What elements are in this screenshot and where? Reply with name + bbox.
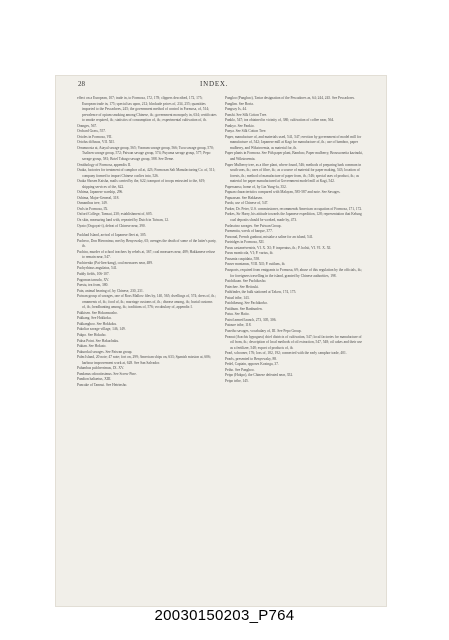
index-entry: Oshima, Major-General, 318.: [77, 195, 120, 200]
index-entry: Papuassan. See Hakkasen.: [225, 195, 263, 200]
page-number: 28: [78, 80, 85, 88]
index-entry: Parkes, Sir Harry, his attitude towards the Japanese expedition, 128; representation that Kelung coal deposits should be worked, made by, 473.: [225, 212, 362, 223]
index-entry: Pandion haliaetus, XIII.: [77, 377, 112, 382]
index-entry: Pagoman tarrudo, XV.: [77, 277, 110, 282]
index-entry: Papuan characteristics compared with Malayan, 585-587 and note. See Savages.: [225, 190, 341, 195]
index-entry: Passania cuspidata, 558.: [225, 256, 260, 261]
index-entry: Oyato (Oogoyat-i), defeat of Chinese near, 390.: [77, 223, 146, 228]
index-entry: effect on a European, 107; trade in, to Formosa, 172, 178; clippers described, 172, 175; European trade in, 175; special tax upon, 212; blockade prices of, 234, 255; quantities imported to the Pescadores, 245; the government method of control in Formosa, of, 514; prevalence of opium smoking among Chinese, ib.; government monopoly in, 634; certificates to smoke required, ib.; statistics of consumption of, ib.; experimental cultivation of, ib.: [77, 96, 217, 123]
index-entry: Panya. See Silk Cotton Tree.: [225, 129, 267, 134]
index-entry: Oranges, 567.: [77, 123, 98, 128]
index-entry: Palumbus pulcherrimus, IX. XV.: [77, 366, 125, 371]
index-entry: Partridges in Formosa, XII.: [225, 240, 265, 245]
index-entry: Patchikeung. See Pachikorko.: [225, 301, 268, 306]
index-entry: Oriolus diffusus, VII. XII.: [77, 140, 115, 145]
index-entry: Paper plants in Formosa. See Pith paper plant, Bamboo, Paper mulberry, Broussonetia kazinoki, and Wikstroemia.: [225, 151, 364, 162]
index-entry: Paddy fields, 106-107.: [77, 271, 110, 276]
index-entry: Paestu, tea from, 380.: [77, 283, 109, 288]
index-entry: Palm Island, 20 note; 47 note; fort on, 299; American ships on, 633; Spanish mission at, 606; harbour improvement work at, 628. See San Salvador.: [77, 355, 211, 365]
index-entry: Parus castaneiventris, VI. X. XI; P. insperatus, ib.; P. holsti, VI. VI. X. XI.: [225, 245, 332, 250]
index-entry: Peipo (Hokpo), the Chinese defeated near, 352.: [225, 373, 294, 378]
index-entry: Pakkanghoo. See Hokkoku.: [77, 321, 117, 326]
index-entry: Paper, manufacture of, and materials used, 541, 547; erection by government of model mill for manufacture of, 542; Japanese mill at Kagi for manufacture of, ib.; use of bamboo, paper mulberry, and Wikstroemia, as material for, ib.: [225, 134, 362, 150]
index-entry: Ornithology of Formosa, appendix II.: [77, 162, 132, 167]
index-entry: Owls in Formosa, IX.: [77, 206, 109, 211]
index-entry: Pearls, presented to Benyowsky, 88.: [225, 356, 277, 361]
index-entry: Oshima, Japanese warship, 296.: [77, 190, 124, 195]
index-entry: Panshi. See Silk Cotton Tree.: [225, 112, 268, 117]
index-entry: Peipo tribe, 145.: [225, 378, 249, 383]
index-entry: Peanut (Arachis hypogaea) chief districts of cultivation, 547; local factories for manufacture of oil from, ib.; description of local methods of oil extraction, 547, 548; oil cakes and their use as a fertilizer, 548; export of products of, ib.: [225, 334, 362, 350]
index-entry: Pakoliar savage village, 146, 149.: [77, 327, 126, 332]
index-entry: Pangloo (Panghoo), Tartar designation of the Pescadores as, 64; 244, 245. See Pescadores.: [225, 96, 355, 100]
index-entry: Pandanus odoratissimus. See Screw Pine.: [77, 371, 137, 376]
index-entry: Paktan. See Hokuto.: [77, 344, 107, 349]
index-entry: Paksa Point. See Hakuchaku.: [77, 338, 120, 343]
index-entry: Passer montanus, VIII. XII; P. rutilans, ib.: [225, 262, 286, 267]
index-entry: Pardo, use of Chinese of, 547.: [225, 201, 269, 206]
index-entry: Pazeiho savages, vocabulary of, III. See Pepo Group.: [225, 328, 302, 333]
index-entry: Patchikoan. See Pachikosho.: [225, 279, 267, 284]
index-entry: Pathfinder, the bulk stationed at Takow, 174, 175.: [225, 290, 297, 295]
index-entry: Pakkang. See Hokkoku.: [77, 316, 112, 321]
index-entry: Pacheco, Don Hieronimo, met by Benyowsky, 65; avenges the death of some of the latter's party, ib.: [77, 238, 217, 249]
image-caption: 20030150203_P764: [154, 607, 295, 624]
index-entry: Patoal tribe, 143.: [225, 295, 250, 300]
index-entry: Peiho. See Panghoo.: [225, 367, 255, 372]
index-entry: Panglim. See Boria.: [225, 101, 254, 106]
index-entry: Pangsoy Is, 44.: [225, 107, 247, 112]
index-entry: Patoure tribe, 118.: [225, 323, 252, 328]
index-entry: Osmanthus tree, 149.: [77, 201, 108, 206]
index-entry: Paiwan group of savages, one of Ross Mallow files by, 140, 565; dwellings of, 574; dress of, ib.; ornaments of, ib.; food of, ib.; marriage customs of, ib.; disease among, ib.; burial customs of, ib.; headhunting among, ib.; traditions of, 576; vocabulary of, appendix I.: [77, 294, 217, 310]
index-entry: Patsu. See Haito.: [225, 312, 250, 317]
index-entry: Parsonal, French gunboat, mistake a saline for an island, 541.: [225, 234, 314, 239]
index-entry: Panklo, 547; tea obtained in vicinity of, 380; cultivation of coffee near, 564.: [225, 118, 335, 123]
index-entry: Pearl, schooner, 176; loss of, 182, 192; connected with the early camphor trade, 401.: [225, 351, 347, 356]
index-entry: Parmentia, wreck of barque, 377.: [225, 229, 273, 234]
index-entry: Pakurokal savages. See Paiwan group.: [77, 349, 133, 354]
index-entry: Ox skin, measuring land with, repeated by Dutch in Taiwan, 12.: [77, 218, 169, 223]
index-entry: Pankyo. See Pankio.: [225, 123, 255, 128]
index-column-left: [77, 96, 217, 388]
index-entry: Pachirenko (Pai-lien-kang), coal measures near, 489.: [77, 260, 153, 265]
index-entry: Packhad Island, arrival of Japanese fleet at, 305.: [77, 233, 147, 238]
index-entry: Pattihum. See Banbunfen.: [225, 306, 263, 311]
index-entry: Pedel, Captain, opposes Koxinga, 37.: [225, 362, 279, 367]
index-entry: Osaka Shosen Kaisha, mails carried by the, 622; transport of troops entrusted to the, 619; shipping services of the, 622.: [77, 179, 206, 189]
index-entry: Parus monticola, VI; P. varius, ib.: [225, 251, 274, 256]
index-entry: Pakpo. See Hokuho.: [77, 332, 107, 337]
index-entry: Patechee. See Heitcuki.: [225, 284, 259, 289]
index-entry: Passports, required from emigrants to Formosa, 69; abuse of this regulation by the officials, ib.; for foreigners travelling in the island, granted by Chinese authorities, 198.: [225, 267, 363, 278]
index-entry: Pancake of Tamsui. See Heirinsho.: [77, 382, 128, 387]
index-entry: Patrol armed launch, 273, 305, 306.: [225, 317, 277, 322]
index-entry: Orramoosta at, Atayal savage group, 565; Voonum savage group, 566; Tsou savage group, 570; Tsalisen savage group, 572; Paiwan savage group, 574; Puyuma savage group, 577; Pepo savage group, 581; Botel Tobago savage group, 588. See Deme.: [77, 145, 214, 162]
index-entry: Pachyrhizus angulatus, 541.: [77, 266, 118, 271]
index-column-right: [225, 96, 365, 384]
index-entry: Pachira, murder of school teachers by rebels at, 367; coal measures near, 489; Hakkanese refuse to remain near, 547.: [77, 249, 216, 260]
index-entry: Osaka, factories for treatment of camphor oil at, 423; Formosan Salt Manufacturing Co. of, 511; company formed to import Chinese coolies into, 526.: [77, 168, 216, 178]
index-entry: Paper Mulberry tree, as a fibre plant, where found, 546; methods of preparing bark common in south seas, ib.; uses of fibre, ib.; as a source of material for paper making, 543; location of forests, ib.; method of manufacture of paper from, ib.; 546; special uses of product, ib.; as material for paper manufactured at Government model mill at Kagi, 542.: [225, 162, 362, 184]
running-header: INDEX.: [200, 80, 229, 88]
index-entry: Papessanso, home of, by Lin Yung-fa, 352.: [225, 184, 287, 189]
index-entry: Orioles in Formosa, VII.: [77, 134, 113, 139]
index-entry: Oxford College, Tamsui, 230; establishment of, 605.: [77, 212, 153, 217]
index-entry: Pain, animal bearing of, by Chinese, 230, 231.: [77, 288, 144, 293]
index-entry: Parlascino savages. See Paiwan Group.: [225, 223, 282, 228]
index-entry: Parker, Dr. Peter, U.S. commissioner, recommends American occupation of Formosa, 171, 172.: [225, 206, 363, 211]
index-entry: Orchard Grass, 557.: [77, 129, 106, 134]
index-entry: Pakkisen. See Hokumsusho.: [77, 310, 118, 315]
